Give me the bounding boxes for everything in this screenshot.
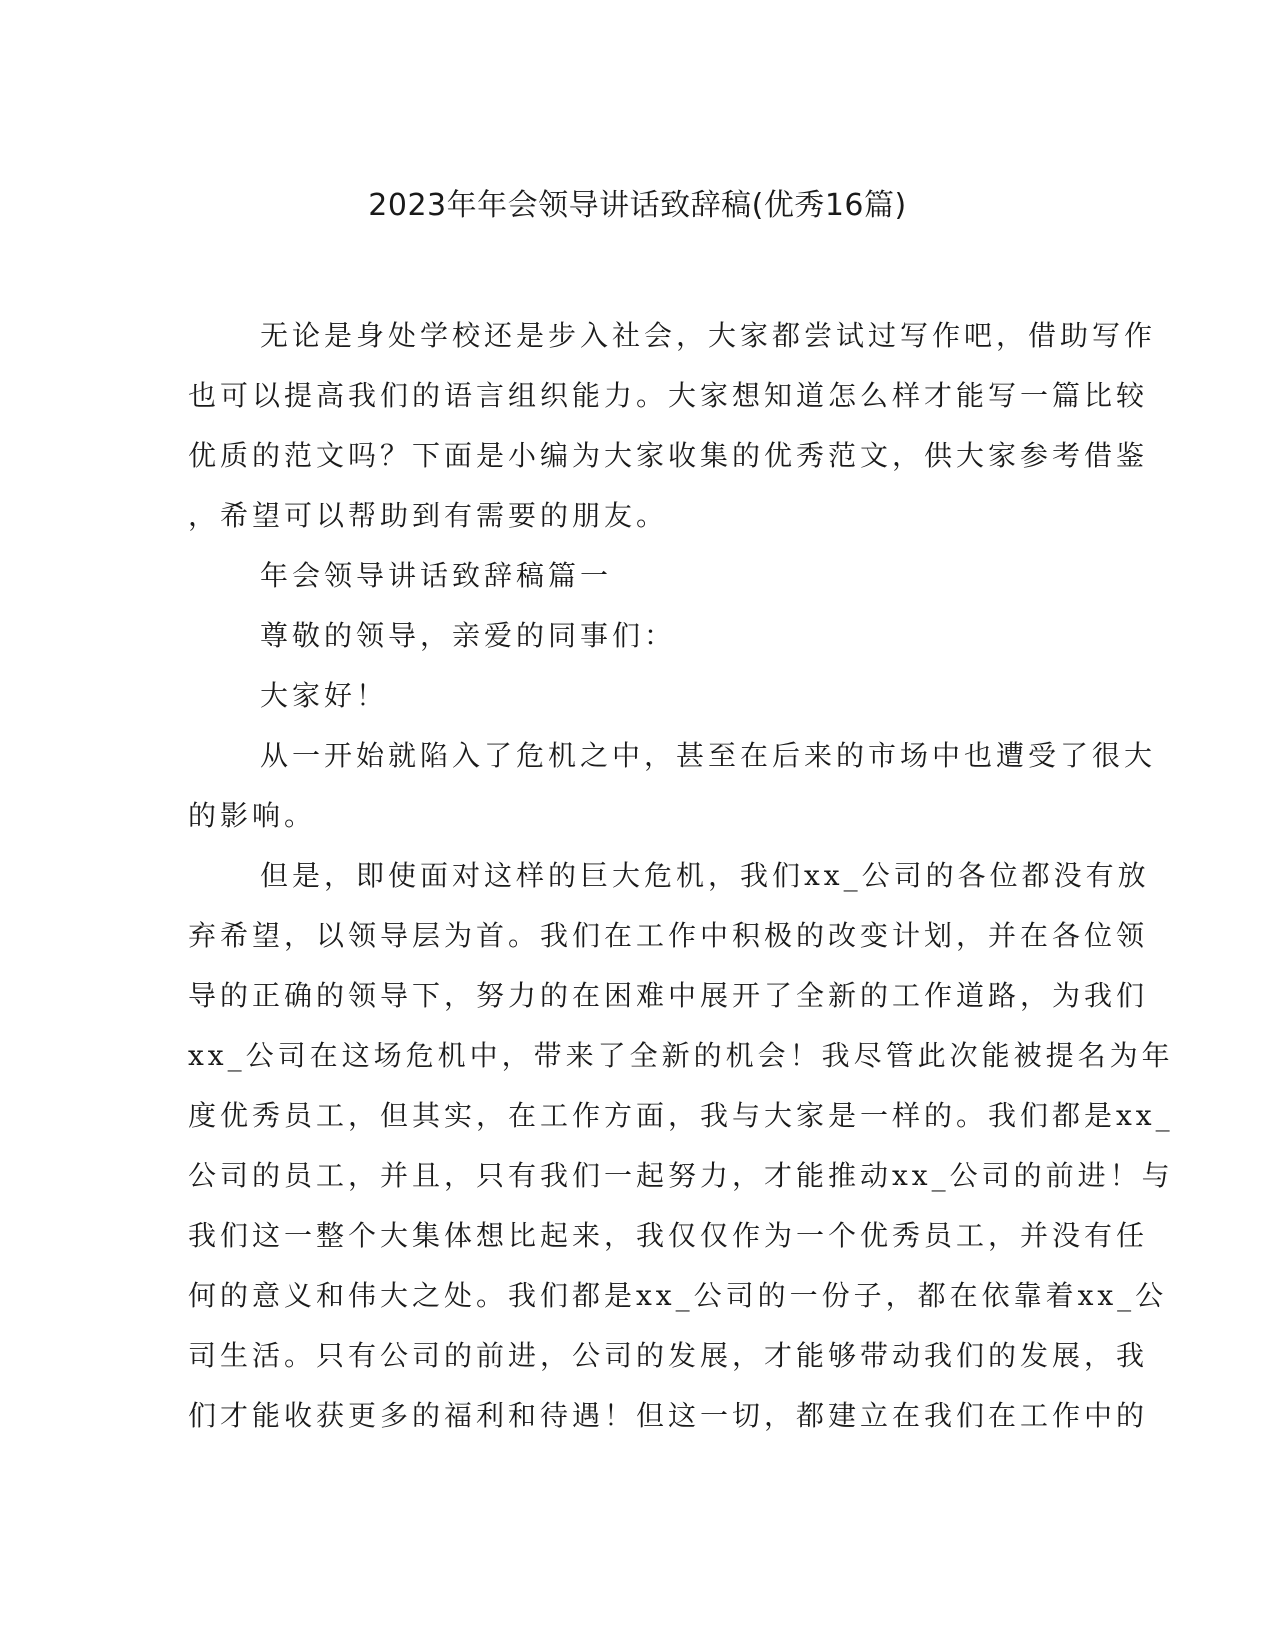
text-line: 弃希望，以领导层为首。我们在工作中积极的改变计划，并在各位领 [188, 919, 1149, 952]
text-line: xx_公司在这场危机中，带来了全新的机会！我尽管此次能被提名为年 [188, 1039, 1174, 1072]
text-line: ，希望可以帮助到有需要的朋友。 [188, 499, 669, 532]
greeting: 大家好！ [260, 679, 389, 712]
text-line: 何的意义和伟大之处。我们都是xx_公司的一份子，都在依靠着xx_公 [188, 1279, 1168, 1312]
text-line: 也可以提高我们的语言组织能力。大家想知道怎么样才能写一篇比较 [188, 379, 1149, 412]
text-line: 导的正确的领导下，努力的在困难中展开了全新的工作道路，为我们 [188, 979, 1149, 1012]
text-line: 的影响。 [188, 799, 317, 832]
text-line: 司生活。只有公司的前进，公司的发展，才能够带动我们的发展，我 [188, 1339, 1149, 1372]
section-heading: 年会领导讲话致辞稿篇一 [260, 559, 613, 592]
document-title: 2023年年会领导讲话致辞稿(优秀16篇) [368, 188, 907, 223]
text-line: 从一开始就陷入了危机之中，甚至在后来的市场中也遭受了很大 [260, 739, 1157, 772]
text-line: 但是，即使面对这样的巨大危机，我们xx_公司的各位都没有放 [260, 859, 1150, 892]
text-line: 们才能收获更多的福利和待遇！但这一切，都建立在我们在工作中的 [188, 1399, 1149, 1432]
text-line: 公司的员工，并且，只有我们一起努力，才能推动xx_公司的前进！与 [188, 1159, 1174, 1192]
text-line: 我们这一整个大集体想比起来，我仅仅作为一个优秀员工，并没有任 [188, 1219, 1149, 1252]
text-line: 度优秀员工，但其实，在工作方面，我与大家是一样的。我们都是xx_ [188, 1099, 1174, 1132]
text-line: 优质的范文吗？下面是小编为大家收集的优秀范文，供大家参考借鉴 [188, 439, 1149, 472]
text-line: 无论是身处学校还是步入社会，大家都尝试过写作吧，借助写作 [260, 319, 1157, 352]
salutation: 尊敬的领导，亲爱的同事们： [260, 619, 677, 652]
intro-paragraph [188, 306, 1174, 1446]
